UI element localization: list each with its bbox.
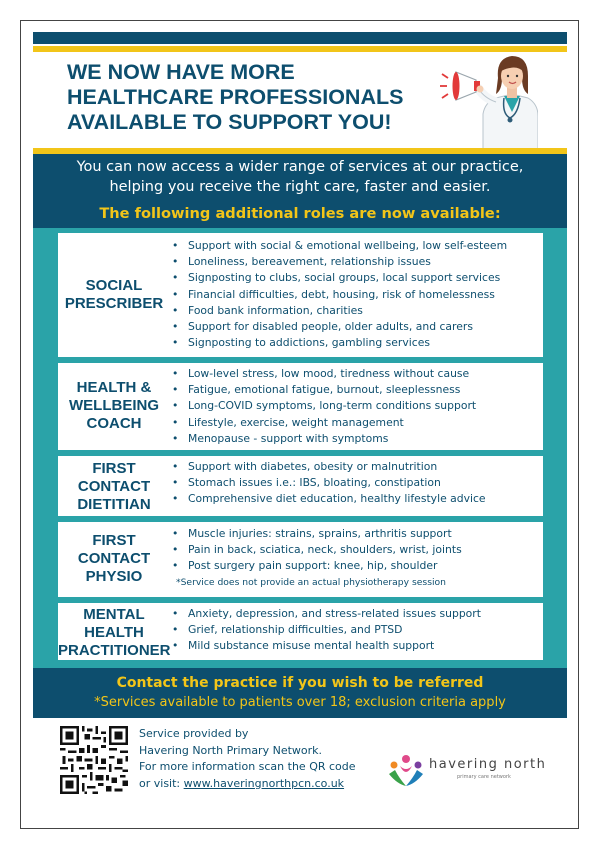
network-logo-icon [385, 752, 427, 792]
list-item: • Post surgery pain support: knee, hip, shoulder [170, 558, 462, 574]
role-name-line: PRESCRIBER [64, 295, 164, 312]
role-name-line: WELLBEING [69, 397, 159, 414]
list-item: • Support with social & emotional wellbeing, low self-esteem [170, 238, 507, 254]
role-name-line: HEALTH & [76, 379, 152, 396]
role-name-line: MENTAL [83, 606, 145, 623]
role-name-line: PRACTITIONER [58, 642, 171, 659]
doctor-megaphone-illustration [438, 52, 538, 152]
intro-text [33, 157, 567, 197]
website-link[interactable]: www.haveringnorthpcn.co.uk [183, 776, 345, 790]
service-note: *Service does not provide an actual physiotherapy session [176, 577, 446, 588]
role-name-line: CONTACT [77, 550, 151, 567]
contact-banner [33, 668, 567, 718]
role-card-social-prescriber [58, 233, 543, 357]
role-name [58, 460, 170, 514]
role-items [170, 526, 462, 575]
list-item: • Financial difficulties, debt, housing, risk of homelessness [170, 287, 507, 303]
list-item: • Support with diabetes, obesity or malnutrition [170, 459, 486, 475]
list-item: • Lifestyle, exercise, weight management [170, 415, 476, 431]
role-items [170, 459, 486, 508]
intro-line: helping you receive the right care, faster and easier. [109, 179, 491, 195]
role-items [170, 366, 476, 447]
qr-code-icon[interactable] [60, 726, 128, 794]
poster [33, 32, 567, 818]
footer-line: Service provided by [139, 727, 249, 740]
list-item: • Long-COVID symptoms, long-term conditions support [170, 398, 476, 414]
headline-line: AVAILABLE TO SUPPORT YOU! [67, 110, 392, 134]
eligibility-note: *Services available to patients over 18; exclusion criteria apply [94, 695, 506, 710]
role-items [170, 238, 507, 351]
contact-heading: Contact the practice if you wish to be referred [116, 675, 484, 691]
intro-banner [33, 154, 567, 228]
role-name-line: FIRST [92, 460, 136, 477]
list-item: • Low-level stress, low mood, tiredness without cause [170, 366, 476, 382]
role-card-first-contact-physio [58, 522, 543, 597]
list-item: • Grief, relationship difficulties, and PTSD [170, 622, 481, 638]
havering-north-logo [385, 752, 545, 792]
role-name [58, 277, 170, 313]
role-name-line: COACH [86, 415, 142, 432]
role-items [170, 606, 481, 655]
footer-visit-line [139, 776, 356, 793]
footer [33, 718, 567, 818]
footer-line: For more information scan the QR code [139, 760, 356, 773]
headline-line: WE NOW HAVE MORE [67, 60, 295, 84]
roles-section [33, 228, 567, 668]
list-item: • Fatigue, emotional fatigue, burnout, sleeplessness [170, 382, 476, 398]
list-item: • Support for disabled people, older adults, and carers [170, 319, 507, 335]
footer-line: Havering North Primary Network. [139, 743, 323, 757]
role-name-line: CONTACT [77, 478, 151, 495]
role-name-line: HEALTH [84, 624, 144, 641]
role-name [58, 379, 170, 433]
role-card-health-wellbeing-coach [58, 363, 543, 450]
footer-text [139, 726, 356, 792]
list-item: • Comprehensive diet education, healthy lifestyle advice [170, 491, 486, 507]
role-name-line: FIRST [92, 532, 136, 549]
role-name [58, 532, 170, 586]
role-card-first-contact-dietitian [58, 456, 543, 516]
role-name [58, 606, 170, 660]
list-item: • Stomach issues i.e.: IBS, bloating, constipation [170, 475, 486, 491]
list-item: • Food bank information, charities [170, 303, 507, 319]
list-item: • Pain in back, sciatica, neck, shoulders, wrist, joints [170, 542, 462, 558]
list-item: • Muscle injuries: strains, sprains, arthritis support [170, 526, 462, 542]
role-name-line: SOCIAL [85, 277, 143, 294]
headline-line: HEALTHCARE PROFESSIONALS [67, 85, 404, 109]
logo-subtitle: primary care network [457, 774, 511, 780]
list-item: • Loneliness, bereavement, relationship issues [170, 254, 507, 270]
role-card-mental-health-practitioner [58, 603, 543, 660]
role-name-line: DIETITIAN [77, 496, 151, 513]
list-item: • Menopause - support with symptoms [170, 431, 476, 447]
logo-wordmark: havering north [429, 757, 547, 772]
list-item: • Anxiety, depression, and stress-related issues support [170, 606, 481, 622]
list-item: • Signposting to clubs, social groups, local support services [170, 270, 507, 286]
top-bar [33, 32, 567, 44]
list-item: • Mild substance misuse mental health support [170, 638, 481, 654]
headline [67, 60, 427, 135]
list-item: • Signposting to addictions, gambling services [170, 335, 507, 351]
role-name-line: PHYSIO [85, 568, 143, 585]
visit-prefix: or visit: [139, 776, 184, 790]
roles-title: The following additional roles are now available: [99, 205, 501, 222]
header [33, 52, 567, 148]
intro-line: You can now access a wider range of services at our practice, [76, 159, 524, 175]
